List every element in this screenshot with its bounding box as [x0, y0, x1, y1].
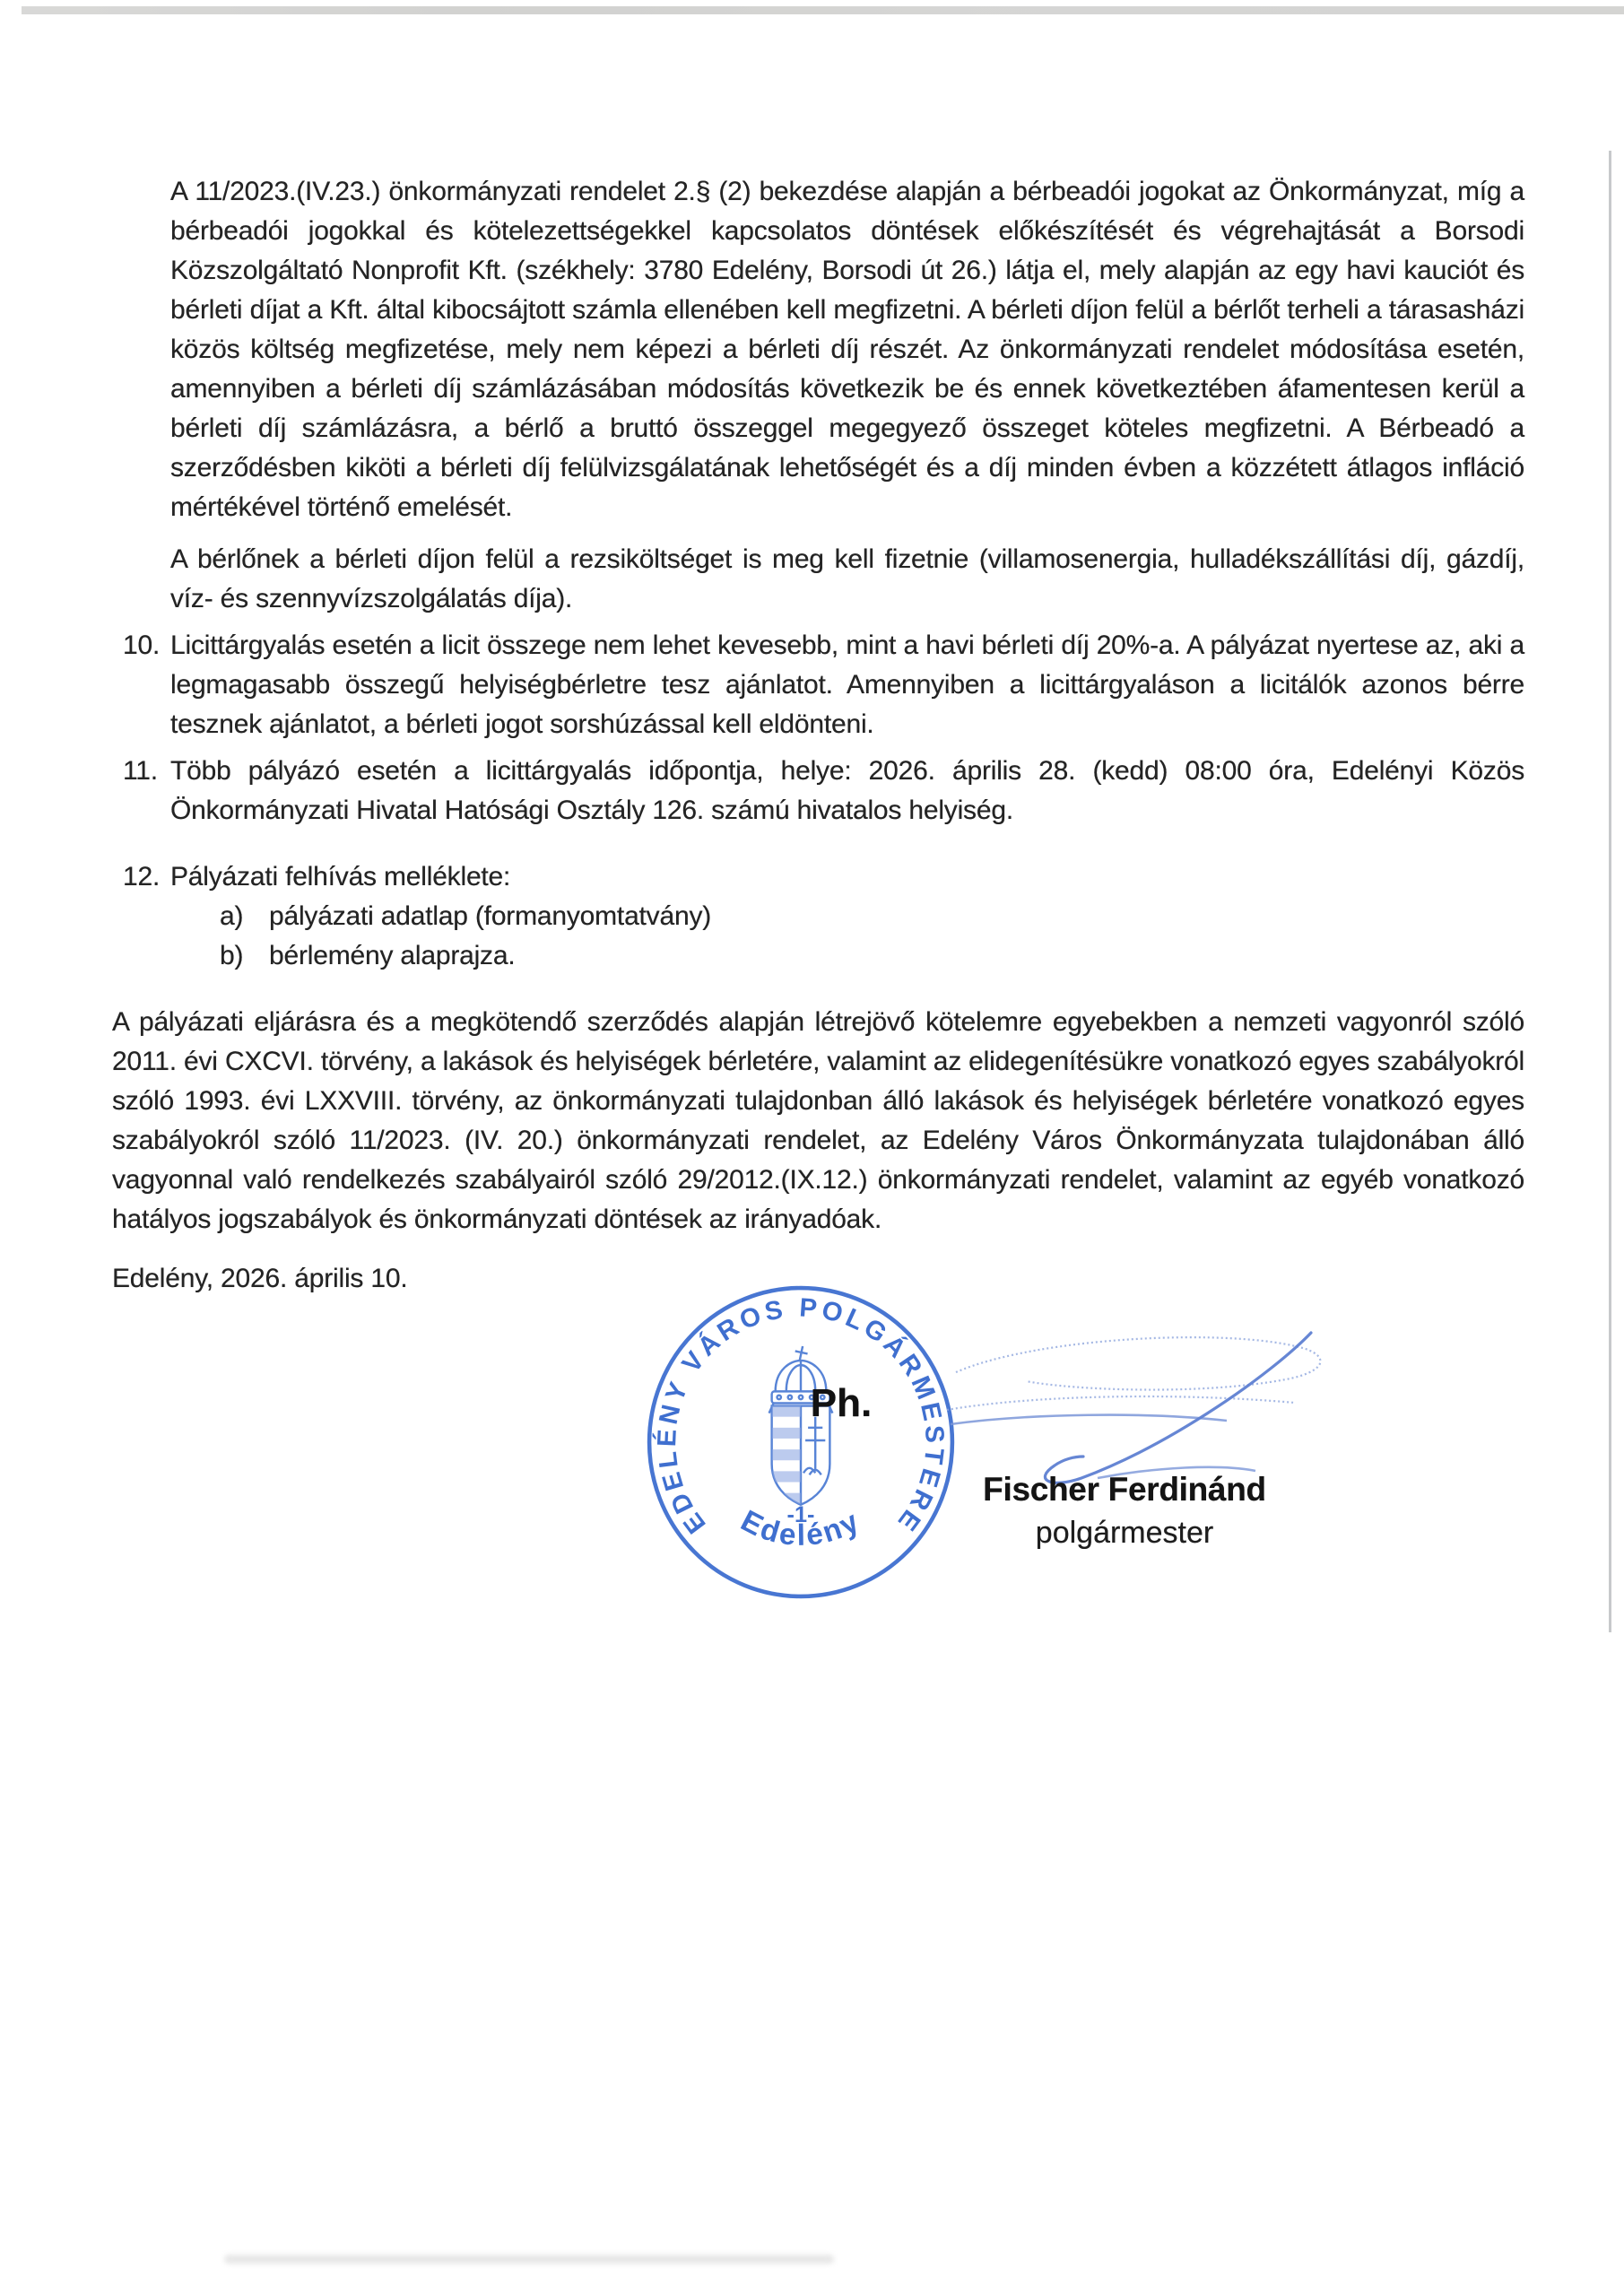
- signature-stroke-mid: [947, 1396, 1295, 1410]
- signature-block: [968, 1471, 1281, 1551]
- scan-artifact-right-line: [1609, 151, 1611, 1632]
- signature-stroke-upper-loop: [956, 1337, 1320, 1389]
- signature-stroke-diagonal: [1045, 1333, 1311, 1483]
- list-item-number: 10.: [123, 631, 161, 660]
- document-body: [112, 172, 1524, 1299]
- signer-name: Fischer Ferdinánd: [983, 1471, 1266, 1508]
- signature-stroke-mid2: [951, 1415, 1227, 1424]
- list-item-body: [170, 857, 1524, 976]
- scan-artifact-bottom-smudge: [224, 2255, 834, 2264]
- scan-artifact-top-bar: [22, 6, 1624, 14]
- stamp-ring-text: EDELÉNY VÁROS POLGÁRMESTERE: [652, 1292, 950, 1539]
- official-stamp-seal-icon: [644, 1284, 958, 1600]
- list-item-11: [112, 752, 1524, 831]
- list-item-number: 11.: [123, 756, 158, 786]
- sub-item-b: [220, 936, 1524, 976]
- date-place-line: Edelény, 2026. április 10.: [112, 1264, 408, 1293]
- sub-item-label: a): [220, 901, 244, 931]
- paragraph-rezsikoltseg: A bérlőnek a bérleti díjon felül a rezsiköltséget is meg kell fizetnie (villamosenergia, hulladékszállítási díj, gázdíj, víz- és szennyvízszolgálatás díja).: [170, 544, 1524, 613]
- paragraph-rendelet: A 11/2023.(IV.23.) önkormányzati rendelet 2.§ (2) bekezdése alapján a bérbeadói jogokat az Önkormányzat, míg a bérbeadói jogokkal és kötelezettségekkel kapcsolatos döntések előkészítését és végrehajtását a Borsodi Közszolgáltató Nonprofit Kft. (székhely: 3780 Edelény, Borsodi út 26.) látja el, mely alapján az egy havi kauciót és bérleti díjat a Kft. által kibocsájtott számla ellenében kell megfizetni. A bérleti díjon felül a bérlőt terheli a tárasasházi közös költség megfizetése, mely nem képezi a bérleti díj részét. Az önkormányzati rendelet módosítása esetén, amennyiben a bérleti díj számlázásában módosítás következik be és ennek következtében áfamentesen kerül a bérleti díj számlázásra, a bérlő a bruttó összeggel megegyező összeget köteles megfizetni. A Bérbeadó a szerződésben kiköti a bérleti díj felülvizsgálatának lehetőségét és a díj minden évben a közzétett átlagos infláció mértékével történő emelését.: [170, 177, 1524, 522]
- list-item-text: Több pályázó esetén a licittárgyalás időpontja, helye: 2026. április 28. (kedd) 08:00 óra, Edelényi Közös Önkormányzati Hivatal Hatósági Osztály 126. számú hivatalos helyiség.: [170, 756, 1524, 825]
- list-item-text: Pályázati felhívás melléklete:: [170, 862, 511, 891]
- closing-paragraph: A pályázati eljárásra és a megkötendő szerződés alapján létrejövő kötelemre egyebekben a nemzeti vagyonról szóló 2011. évi CXCVI. törvény, a lakások és helyiségek bérletére, valamint az elidegenítésükre vonatkozó egyes szabályokról szóló 1993. évi LXXVIII. törvény, az önkormányzati tulajdonban álló lakások és helyiségek bérletére vonatkozó egyes szabályokról szóló 11/2023. (IV. 20.) önkormányzati rendelet, az Edelény Város Önkormányzata tulajdonában álló vagyonnal való rendelkezés szabályairól szóló 29/2012.(IX.12.) önkormányzati rendelet, valamint az egyéb vonatkozó hatályos jogszabályok és önkormányzati döntések az irányadóak.: [112, 1007, 1524, 1234]
- list-item-12: [112, 857, 1524, 976]
- sub-item-label: b): [220, 941, 244, 970]
- stamp-bottom-text: Edelény: [735, 1504, 866, 1553]
- list-item-number: 12.: [123, 862, 161, 891]
- sub-item-a: [220, 897, 1524, 936]
- list-item-10: [112, 626, 1524, 744]
- stamp-number-line: -1-: [786, 1502, 815, 1528]
- sub-item-text: bérlemény alaprajza.: [269, 941, 516, 970]
- list-item-text: Licittárgyalás esetén a licit összege nem lehet kevesebb, mint a havi bérleti díj 20%-a. A pályázat nyertese az, aki a legmagasabb összegű helyiségbérletre tesz ajánlatot. Amennyiben a licittárgyaláson a licitálók azonos bérre tesznek ajánlatot, a bérleti jogot sorshúzással kell eldönteni.: [170, 631, 1524, 739]
- sub-item-text: pályázati adatlap (formanyomtatvány): [269, 901, 712, 931]
- ph-seal-mark: Ph.: [810, 1381, 873, 1425]
- signer-title: polgármester: [1035, 1516, 1214, 1550]
